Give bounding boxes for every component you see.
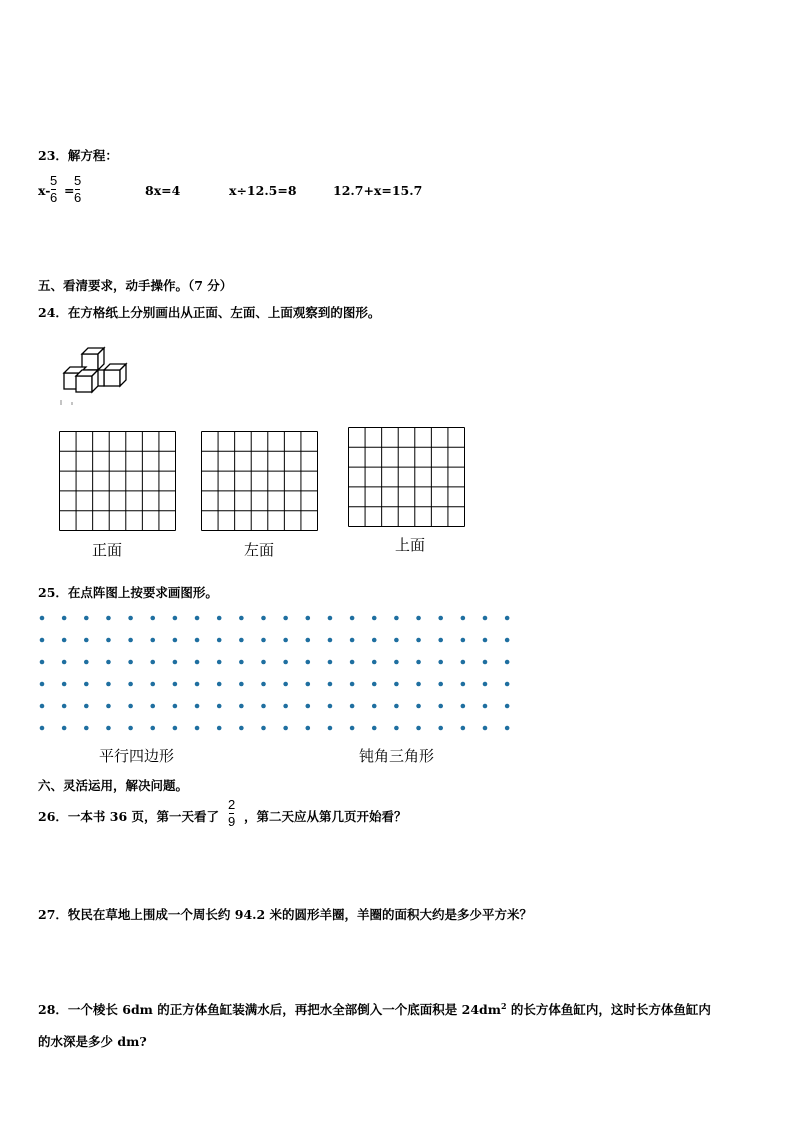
q25-text: 25．在点阵图上按要求画图形。 (38, 585, 218, 600)
lattice-dot[interactable] (173, 638, 178, 643)
q26-text-after: ，第二天应从第几页开始看？ (244, 809, 407, 824)
lattice-dot[interactable] (328, 616, 333, 621)
q28-line-2: 的水深是多少 dm? (38, 1034, 147, 1049)
lattice-dot[interactable] (128, 726, 133, 731)
lattice-dot[interactable] (173, 726, 178, 731)
lattice-dot[interactable] (350, 616, 355, 621)
lattice-dot[interactable] (62, 682, 67, 687)
lattice-dot[interactable] (217, 682, 222, 687)
lattice-dot[interactable] (306, 660, 311, 665)
lattice-dot[interactable] (173, 682, 178, 687)
lattice-dot[interactable] (106, 616, 111, 621)
lattice-dot[interactable] (438, 638, 443, 643)
lattice-dot[interactable] (394, 660, 399, 665)
lattice-dot[interactable] (438, 704, 443, 709)
lattice-dot[interactable] (505, 726, 510, 731)
lattice-dot[interactable] (62, 660, 67, 665)
lattice-dot[interactable] (328, 660, 333, 665)
lattice-dot[interactable] (350, 726, 355, 731)
lattice-dot[interactable] (306, 638, 311, 643)
lattice-dot[interactable] (239, 682, 244, 687)
lattice-dot[interactable] (350, 704, 355, 709)
lattice-dot[interactable] (461, 704, 466, 709)
lattice-dot[interactable] (40, 616, 45, 621)
eq1-denominator-2: 6 (74, 190, 82, 205)
lattice-dot[interactable] (106, 726, 111, 731)
lattice-dot[interactable] (461, 616, 466, 621)
lattice-dot[interactable] (483, 638, 488, 643)
q23-equation-4: 12.7+x=15.7 (333, 183, 423, 198)
lattice-dot[interactable] (350, 660, 355, 665)
lattice-dot[interactable] (128, 616, 133, 621)
lattice-dot[interactable] (416, 704, 421, 709)
lattice-dot[interactable] (128, 682, 133, 687)
lattice-dot[interactable] (283, 682, 288, 687)
lattice-dot[interactable] (173, 704, 178, 709)
lattice-dot[interactable] (394, 616, 399, 621)
lattice-dot[interactable] (350, 638, 355, 643)
lattice-dot[interactable] (261, 660, 266, 665)
grid-label-front: 正面 (92, 542, 123, 559)
lattice-dot[interactable] (394, 704, 399, 709)
q27-text: 27．牧民在草地上围成一个周长约 94.2 米的圆形羊圈，羊圈的面积大约是多少平方米？ (38, 907, 533, 922)
lattice-dot[interactable] (106, 638, 111, 643)
lattice-dot[interactable] (195, 704, 200, 709)
lattice-dot[interactable] (84, 704, 89, 709)
lattice-dot[interactable] (217, 616, 222, 621)
lattice-dot[interactable] (505, 682, 510, 687)
lattice-dot[interactable] (372, 704, 377, 709)
lattice-dot[interactable] (372, 638, 377, 643)
q26-fraction (228, 797, 235, 830)
lattice-dot[interactable] (372, 726, 377, 731)
lattice-dot[interactable] (461, 682, 466, 687)
lattice-dot[interactable] (150, 682, 155, 687)
lattice-dot[interactable] (84, 616, 89, 621)
lattice-dot[interactable] (239, 616, 244, 621)
lattice-dot[interactable] (483, 660, 488, 665)
lattice-dot[interactable] (394, 726, 399, 731)
lattice-dot[interactable] (195, 638, 200, 643)
lattice-dot[interactable] (416, 616, 421, 621)
lattice-dot[interactable] (483, 726, 488, 731)
lattice-dot[interactable] (62, 616, 67, 621)
lattice-dot[interactable] (306, 682, 311, 687)
lattice-dot[interactable] (84, 638, 89, 643)
lattice-dot[interactable] (394, 638, 399, 643)
lattice-dot[interactable] (150, 638, 155, 643)
lattice-dot[interactable] (372, 616, 377, 621)
lattice-dot[interactable] (505, 660, 510, 665)
lattice-dot[interactable] (483, 704, 488, 709)
grid-label-left: 左面 (244, 542, 275, 559)
lattice-dot[interactable] (84, 660, 89, 665)
lattice-dot[interactable] (372, 660, 377, 665)
lattice-dot[interactable] (261, 638, 266, 643)
q26-denominator: 9 (228, 814, 236, 829)
q26-text-before: 26．一本书 36 页，第一天看了 (38, 809, 219, 824)
lattice-dot[interactable] (505, 638, 510, 643)
lattice-dot[interactable] (306, 616, 311, 621)
lattice-dot[interactable] (306, 726, 311, 731)
section6-heading: 六、灵活运用，解决问题。 (38, 778, 189, 793)
lattice-dot[interactable] (217, 704, 222, 709)
lattice-dot[interactable] (505, 616, 510, 621)
lattice-dot[interactable] (261, 704, 266, 709)
lattice-dot[interactable] (328, 638, 333, 643)
eq1-equals: = (64, 183, 75, 198)
grid-label-top: 上面 (395, 537, 426, 554)
lattice-dot[interactable] (40, 726, 45, 731)
lattice-dot[interactable] (106, 682, 111, 687)
q28-line-1 (38, 1000, 711, 1018)
lattice-dot[interactable] (106, 660, 111, 665)
lattice-dot[interactable] (62, 726, 67, 731)
lattice-dot[interactable] (62, 638, 67, 643)
lattice-dot[interactable] (283, 726, 288, 731)
eq1-prefix: x- (38, 183, 51, 198)
lattice-dot[interactable] (261, 682, 266, 687)
eq1-denominator-1: 6 (50, 190, 58, 205)
q24-text: 24．在方格纸上分别画出从正面、左面、上面观察到的图形。 (38, 305, 381, 320)
lattice-dot[interactable] (283, 616, 288, 621)
lattice-dot[interactable] (239, 704, 244, 709)
lattice-dot[interactable] (195, 682, 200, 687)
lattice-dot[interactable] (84, 682, 89, 687)
lattice-dot[interactable] (150, 616, 155, 621)
lattice-dot[interactable] (394, 682, 399, 687)
lattice-dot[interactable] (261, 726, 266, 731)
lattice-dot[interactable] (128, 704, 133, 709)
lattice-dot[interactable] (438, 726, 443, 731)
lattice-dot[interactable] (416, 726, 421, 731)
lattice-dot[interactable] (40, 660, 45, 665)
lattice-dot[interactable] (416, 660, 421, 665)
lattice-dot[interactable] (195, 660, 200, 665)
lattice-dot[interactable] (261, 616, 266, 621)
lattice-dot[interactable] (62, 704, 67, 709)
lattice-dot[interactable] (328, 704, 333, 709)
lattice-dot[interactable] (217, 660, 222, 665)
lattice-dot[interactable] (350, 682, 355, 687)
q23-equation-3: x÷12.5=8 (229, 183, 297, 198)
lattice-dot[interactable] (150, 660, 155, 665)
lattice-dot[interactable] (283, 704, 288, 709)
lattice-dot[interactable] (438, 682, 443, 687)
lattice-dot[interactable] (84, 726, 89, 731)
lattice-dot[interactable] (40, 638, 45, 643)
lattice-dot[interactable] (372, 682, 377, 687)
q23-equation-2: 8x=4 (145, 183, 181, 198)
lattice-dot[interactable] (128, 660, 133, 665)
lattice-dot[interactable] (306, 704, 311, 709)
dot-label-obtuse-triangle: 钝角三角形 (359, 748, 435, 765)
lattice-dot[interactable] (239, 726, 244, 731)
lattice-dot[interactable] (438, 660, 443, 665)
lattice-dot[interactable] (217, 726, 222, 731)
dot-label-parallelogram: 平行四边形 (99, 748, 175, 765)
lattice-dot[interactable] (128, 638, 133, 643)
lattice-dot[interactable] (416, 638, 421, 643)
lattice-dot[interactable] (239, 660, 244, 665)
lattice-dot[interactable] (416, 682, 421, 687)
lattice-dot[interactable] (461, 726, 466, 731)
lattice-dot[interactable] (150, 704, 155, 709)
q28-line-1-a: 28．一个棱长 6dm 的正方体鱼缸装满水后，再把水全部倒入一个底面积是 24dm (38, 1002, 501, 1017)
lattice-dot[interactable] (283, 660, 288, 665)
lattice-dot[interactable] (461, 660, 466, 665)
lattice-dot[interactable] (173, 616, 178, 621)
eq1-numerator-2: 5 (74, 173, 82, 188)
lattice-dot[interactable] (195, 726, 200, 731)
lattice-dot[interactable] (283, 638, 288, 643)
lattice-dot[interactable] (328, 682, 333, 687)
q28-superscript: 2 (500, 1000, 507, 1011)
lattice-dot[interactable] (106, 704, 111, 709)
lattice-dot[interactable] (217, 638, 222, 643)
section5-heading: 五、看清要求，动手操作。（7 分） (38, 278, 233, 293)
lattice-dot[interactable] (328, 726, 333, 731)
lattice-dot[interactable] (483, 616, 488, 621)
lattice-dot[interactable] (40, 682, 45, 687)
q23-title: 23．解方程： (38, 148, 118, 163)
lattice-dot[interactable] (461, 638, 466, 643)
lattice-dot[interactable] (40, 704, 45, 709)
lattice-dot[interactable] (150, 726, 155, 731)
q26-numerator: 2 (228, 797, 236, 812)
q28-line-1-b: 的长方体鱼缸内，这时长方体鱼缸内 (506, 1002, 711, 1017)
lattice-dot[interactable] (438, 616, 443, 621)
lattice-dot[interactable] (195, 616, 200, 621)
lattice-dot[interactable] (173, 660, 178, 665)
lattice-dot[interactable] (505, 704, 510, 709)
eq1-numerator-1: 5 (50, 173, 58, 188)
lattice-dot[interactable] (483, 682, 488, 687)
lattice-dot[interactable] (239, 638, 244, 643)
